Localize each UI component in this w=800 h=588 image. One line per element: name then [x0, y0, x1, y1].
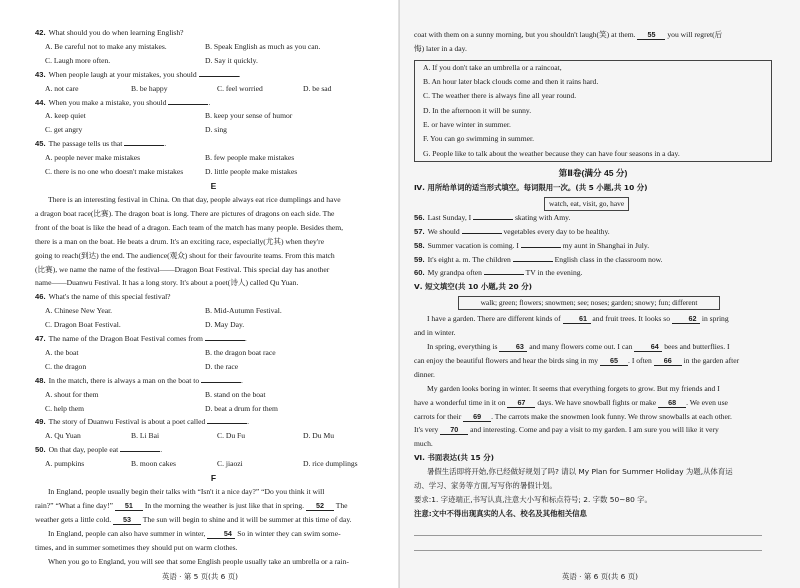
question-44: 44. When you make a mistake, you should .: [35, 97, 211, 107]
option-c: C. Dragon Boat Festival.: [45, 320, 121, 330]
question-59: [414, 253, 772, 267]
passage-line: When you go to England, you will see that some English people usually take an umbrella or a rain-: [48, 556, 349, 566]
options-47: [35, 346, 392, 360]
options-47-cd: [35, 360, 392, 374]
question-text: vegetables every day to be healthy.: [503, 226, 610, 236]
option-a: A. Qu Yuan: [45, 431, 81, 441]
section-4-heading: Ⅳ. 用所给单词的适当形式填空。每词限用一次。(共 5 小题,共 10 分): [414, 182, 648, 192]
answer-blank[interactable]: [473, 219, 513, 220]
options-48: [35, 388, 392, 402]
passage-line: times, and in summer sometimes they should put on warm clothes.: [35, 542, 238, 552]
question-number: 60.: [414, 268, 425, 278]
blank-63[interactable]: 63: [499, 342, 527, 352]
passage-line: [414, 28, 772, 42]
option-d: D. sing: [205, 125, 227, 135]
passage-line: [414, 312, 772, 326]
text-segment: carrots for their: [414, 411, 462, 421]
option-c: C. jiaozi: [217, 459, 243, 469]
question-48: 48. In the match, there is always a man on the boat to .: [35, 375, 243, 385]
option-b: B. Li Bai: [131, 431, 160, 441]
writing-notice: 注意:文中不得出现真实的人名、校名及其他相关信息: [414, 508, 587, 518]
text-segment: It's very: [414, 425, 439, 435]
option-d: D. beat a drum for them: [205, 403, 278, 413]
option-line: F. You can go swimming in summer.: [423, 134, 534, 144]
question-number: 46.: [35, 292, 46, 302]
right-page: [400, 0, 800, 588]
question-text: On that day, people eat: [48, 445, 119, 455]
text-segment: in the garden after: [683, 355, 740, 365]
answer-blank[interactable]: [205, 340, 245, 341]
options-48-cd: [35, 402, 392, 416]
answer-blank[interactable]: [120, 451, 160, 452]
option-c: C. Du Fu: [217, 431, 246, 441]
blank-64[interactable]: 64: [634, 342, 662, 352]
option-a: A. the boat: [45, 347, 79, 357]
option-a: A. shout for them: [45, 389, 99, 399]
section-f-heading: F: [210, 473, 217, 484]
option-b: B. Speak English as much as you can.: [205, 41, 321, 51]
blank-70[interactable]: 70: [440, 425, 468, 435]
option-line: G. People like to talk about the weather because they can have four seasons in a day.: [423, 148, 680, 158]
question-number: 59.: [414, 254, 425, 264]
question-text: TV in the evening.: [525, 268, 583, 278]
option-a: A. not care: [45, 83, 79, 93]
text-segment: and fruit trees. It looks so: [592, 314, 671, 324]
blank-55[interactable]: 55: [637, 30, 665, 40]
question-text: The passage tells us that: [48, 139, 123, 149]
question-45: 45. The passage tells us that .: [35, 139, 167, 149]
blank-61[interactable]: 61: [563, 314, 591, 324]
word-bank-4: watch, eat, visit, go, have: [544, 197, 629, 211]
passage-line: [414, 354, 772, 368]
text-segment: So in winter they can swim some-: [237, 528, 341, 538]
text-segment: have a wonderful time in it on: [414, 397, 506, 407]
option-a: A. people never make mistakes: [45, 153, 141, 163]
answer-blank[interactable]: [484, 274, 524, 275]
option-d: D. the race: [205, 361, 239, 371]
options-49: [35, 429, 392, 443]
option-line: D. In the afternoon it will be sunny.: [423, 105, 532, 115]
text-segment: In spring, everything is: [427, 342, 498, 352]
passage-garden: [414, 312, 772, 451]
answer-blank[interactable]: [124, 145, 164, 146]
passage-line: there is a man on the boat. He beats a drum. It's an exciting race, especially(尤其) when they're: [35, 236, 325, 246]
text-segment: rain?” “What a fine day!”: [35, 501, 113, 510]
question-text: Last Sunday, I: [427, 212, 472, 222]
text-segment: The sun will begin to shine and it will be summer at this time of day.: [142, 514, 352, 524]
question-text: We should: [427, 226, 460, 236]
passage-line: dinner.: [414, 369, 435, 379]
blank-52[interactable]: 52: [306, 501, 334, 511]
question-number: 48.: [35, 375, 46, 385]
passage-line: name——Duanwu Festival. It has a long story. It's about a poet(诗人) called Qu Yuan.: [35, 278, 299, 288]
options-45: [35, 151, 392, 165]
option-c: C. Laugh more often.: [45, 55, 111, 65]
text-segment: in spring: [701, 314, 729, 324]
text-segment: and many flowers come out. I can: [529, 342, 633, 352]
blank-66[interactable]: 66: [654, 356, 682, 366]
question-60: [414, 266, 772, 280]
section-e-heading: E: [210, 180, 217, 191]
option-b: B. the dragon boat race: [205, 347, 276, 357]
options-44-cd: [35, 123, 392, 137]
passage-line: a dragon boat race(比赛). The dragon boat is long. There are pictures of dragons on each side. The: [35, 208, 335, 218]
options-46: [35, 304, 392, 318]
text-segment: The: [335, 501, 348, 510]
options-46-cd: [35, 318, 392, 332]
text-segment: weather gets a little cold.: [35, 514, 112, 524]
question-49: 49. The story of Duanwu Festival is about a poet called .: [35, 417, 250, 427]
question-text: When you make a mistake, you should: [48, 97, 167, 107]
text-segment: . The carrots make the snowmen look funny. We throw snowballs at each other.: [491, 411, 732, 421]
option-c: C. feel worried: [217, 83, 263, 93]
option-line: E. or have winter in summer.: [423, 120, 511, 129]
options-45-cd: [35, 165, 392, 179]
word-bank-5: walk; green; flowers; snowmen; see; noses; garden; snowy; fun; different: [458, 296, 720, 310]
answer-blank[interactable]: [513, 261, 553, 262]
passage-line: [35, 513, 392, 527]
passage-line: (比赛), we name the name of the festival——Dragon Boat Festival. This special day has another: [35, 264, 330, 274]
question-number: 58.: [414, 240, 425, 250]
blank-69[interactable]: 69: [463, 412, 491, 422]
question-47: 47. The name of the Dragon Boat Festival comes from .: [35, 334, 247, 344]
blank-67[interactable]: 67: [507, 398, 535, 408]
passage-line: [35, 499, 392, 513]
option-d: D. little people make mistakes: [205, 167, 298, 177]
option-line: A. If you don't take an umbrella or a raincoat,: [423, 62, 562, 72]
passage-line: and in winter.: [414, 328, 456, 338]
section-6-heading: Ⅵ. 书面表达(共 15 分): [414, 453, 495, 463]
passage-line: front of the boat is like the head of a dragon. Each team of the match has many people. Besides them,: [35, 222, 344, 232]
text-segment: days. We have snowball fights or make: [537, 397, 657, 407]
option-c: C. the dragon: [45, 361, 87, 371]
writing-line[interactable]: [414, 521, 762, 536]
passage-line: There is an interesting festival in China. On that day, people always eat rice dumplings and have: [48, 194, 341, 204]
question-42: [35, 26, 392, 40]
question-56: [414, 211, 772, 225]
part-2-heading: 第Ⅱ卷(满分 45 分): [558, 167, 628, 178]
question-50: 50. On that day, people eat .: [35, 445, 163, 455]
question-number: 50.: [35, 445, 46, 455]
question-text: In the match, there is always a man on the boat to: [48, 375, 200, 385]
blank-51[interactable]: 51: [115, 501, 143, 511]
options-50: [35, 457, 392, 471]
text-segment: and interesting. Come and pay a visit to my garden. I am sure you will like it very: [470, 425, 719, 435]
option-c: C. there is no one who doesn't make mistakes: [45, 167, 184, 177]
blank-62[interactable]: 62: [672, 314, 700, 324]
answer-blank[interactable]: [168, 104, 208, 105]
blank-68[interactable]: 68: [658, 398, 686, 408]
answer-blank[interactable]: [199, 76, 239, 77]
question-number: 56.: [414, 212, 425, 222]
option-a: A. Chinese New Year.: [45, 306, 113, 316]
blank-53[interactable]: 53: [113, 515, 141, 525]
passage-line: My garden looks boring in winter. It seems that everything forgets to grow. But my friends and I: [427, 383, 720, 393]
question-number: 43.: [35, 69, 46, 79]
option-b: B. keep your sense of humor: [205, 111, 293, 121]
section-5-heading: Ⅴ. 短文填空(共 10 小题,共 20 分): [414, 282, 533, 292]
question-text: My grandpa often: [427, 268, 482, 278]
option-b: B. few people make mistakes: [205, 153, 295, 163]
option-c: C. help them: [45, 403, 85, 413]
text-segment: can enjoy the beautiful flowers and hear the birds sing in my: [414, 355, 599, 365]
question-57: [414, 225, 772, 239]
passage-e: [35, 193, 392, 290]
question-text: English class in the classroom now.: [554, 254, 663, 264]
passage-line: In England, people usually begin their talks with “Isn't it a nice day?” “Do you think it will: [48, 487, 325, 497]
text-segment: . I often: [628, 355, 652, 365]
question-text: It's eight a. m. The children: [427, 254, 511, 264]
question-58: [414, 239, 772, 253]
passage-f: [35, 485, 392, 568]
question-43: 43. When people laugh at your mistakes, you should .: [35, 69, 241, 79]
question-text: What's the name of this special festival?: [48, 292, 171, 302]
option-d: D. rice dumplings: [303, 459, 358, 469]
page-footer: 英语 · 第 5 页(共 6 页): [162, 572, 238, 581]
passage-f-continued: [414, 28, 772, 56]
question-text: skating with Amy.: [514, 212, 571, 222]
writing-line[interactable]: [414, 536, 762, 551]
options-44: [35, 109, 392, 123]
option-b: B. moon cakes: [131, 459, 176, 469]
question-text: my aunt in Shanghai in July.: [562, 240, 650, 250]
option-d: D. Say it quickly.: [205, 55, 258, 65]
option-d: D. May Day.: [205, 320, 245, 330]
passage-line: [35, 527, 392, 541]
writing-requirements: 要求:1. 字迹端正,书写认真,注意大小写和标点符号; 2. 字数 50~80 字。: [414, 495, 652, 505]
question-text: The name of the Dragon Boat Festival comes from: [48, 334, 203, 344]
option-d: D. Du Mu: [303, 431, 335, 441]
text-segment: . We even use: [686, 397, 728, 407]
option-a: A. pumpkins: [45, 459, 85, 469]
passage-line: [414, 410, 772, 424]
question-number: 57.: [414, 226, 425, 236]
passage-line: 悔) later in a day.: [414, 43, 467, 53]
question-text: Summer vacation is coming. I: [427, 240, 519, 250]
question-text: What should you do when learning English?: [48, 28, 184, 37]
question-46: [35, 290, 392, 304]
options-42: [35, 40, 392, 54]
question-number: 44.: [35, 97, 46, 107]
question-number: 45.: [35, 139, 46, 149]
question-text: The story of Duanwu Festival is about a poet called: [48, 417, 206, 427]
options-42-cd: [35, 54, 392, 68]
option-c: C. get angry: [45, 125, 83, 135]
option-line: C. The weather there is always fine all year round.: [423, 91, 577, 101]
options-box: [414, 60, 772, 162]
answer-blank[interactable]: [201, 382, 241, 383]
option-line: B. An hour later black clouds come and then it rains hard.: [423, 77, 599, 87]
writing-prompt-line: 动、学习、家务等方面,写写你的暑假计划。: [414, 481, 557, 491]
options-43: [35, 82, 392, 96]
answer-blank[interactable]: [521, 247, 561, 248]
passage-line: [414, 423, 772, 437]
page-footer: 英语 · 第 6 页(共 6 页): [562, 572, 638, 581]
text-segment: bees and butterflies. I: [664, 342, 730, 352]
question-number: 49.: [35, 417, 46, 427]
option-b: B. be happy: [131, 83, 168, 93]
question-number: 42.: [35, 28, 46, 37]
question-text: When people laugh at your mistakes, you should: [48, 69, 197, 79]
answer-blank[interactable]: [462, 233, 502, 234]
option-d: D. be sad: [303, 83, 332, 93]
option-a: A. keep quiet: [45, 111, 86, 121]
option-a: A. Be careful not to make any mistakes.: [45, 41, 167, 51]
option-b: B. Mid-Autumn Festival.: [205, 306, 282, 316]
passage-line: going to reach(到达) the end. The audience(观众) shout for their favourite teams. From this match: [35, 250, 335, 260]
text-segment: you will regret(后: [667, 30, 723, 39]
passage-line: [414, 396, 772, 410]
answer-blank[interactable]: [207, 423, 247, 424]
blank-65[interactable]: 65: [600, 356, 628, 366]
option-b: B. stand on the boat: [205, 389, 266, 399]
passage-line: [414, 340, 772, 354]
text-segment: I have a garden. There are different kinds of: [427, 314, 561, 324]
writing-prompt-line: 暑假生活即将开始,你已经做好规划了吗? 请以 My Plan for Summer Holiday 为题,从体育运: [427, 467, 733, 477]
passage-line: much.: [414, 439, 433, 449]
text-segment: In England, people can also have summer in winter,: [48, 528, 206, 538]
text-segment: coat with them on a sunny morning, but you shouldn't laugh(笑) at them.: [414, 30, 636, 39]
question-number: 47.: [35, 334, 46, 344]
word-bank-row: [414, 195, 772, 211]
text-segment: In the morning the weather is just like that in spring.: [144, 501, 305, 510]
blank-54[interactable]: 54: [207, 529, 235, 539]
